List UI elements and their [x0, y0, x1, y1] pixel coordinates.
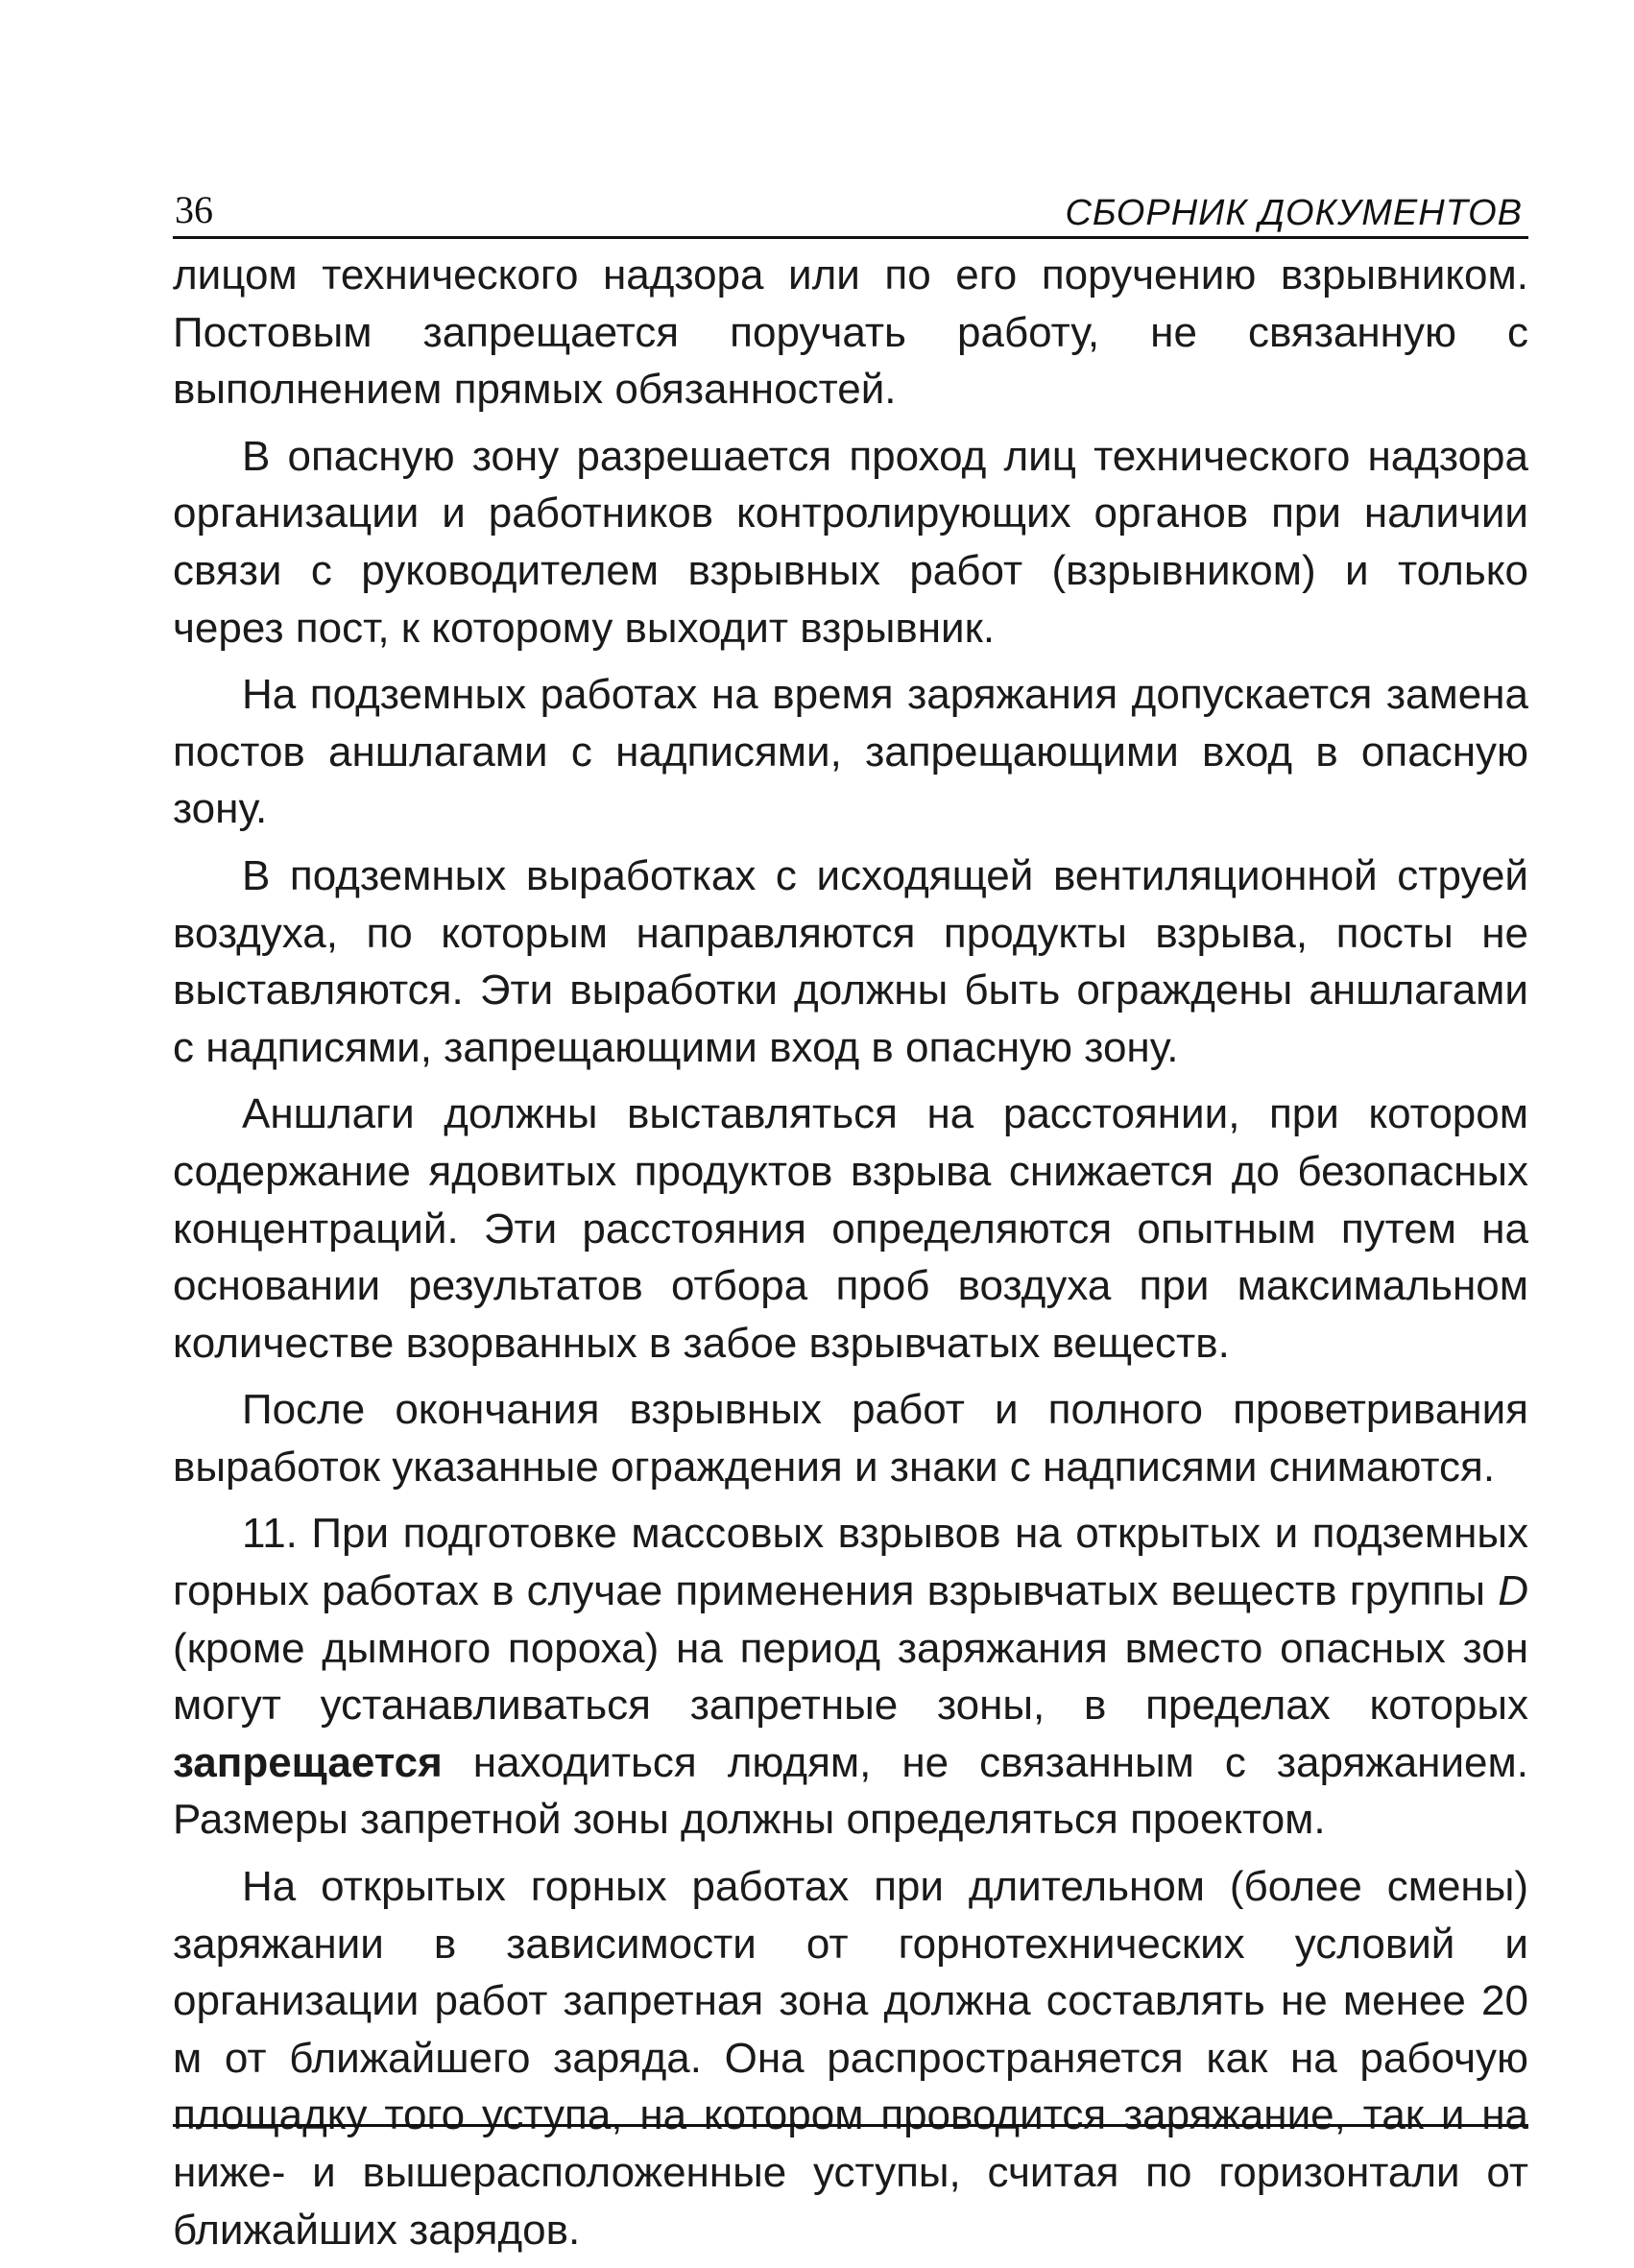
paragraph: лицом технического надзора или по его поручению взрывником. Постовым запрещается поручать работу, не связанную с выполнением прямых обязанностей.	[173, 251, 1528, 414]
paragraph: В опасную зону разрешается проход лиц технического надзора организации и работников контролирующих органов при наличии связи с руководителем взрывных работ (взрывником) и только через пост, к которому выходит взрывник.	[173, 432, 1528, 652]
paragraph: Аншлаги должны выставляться на расстоянии, при котором содержание ядовитых продуктов взрыва снижается до безопасных концентраций. Эти расстояния определяются опытным путем на основании результатов отбора проб воздуха при максимальном количестве взорванных в забое взрывчатых веществ.	[173, 1090, 1528, 1367]
paragraph: На подземных работах на время заряжания допускается замена постов аншлагами с надписями, запрещающими вход в опасную зону.	[173, 671, 1528, 833]
document-page	[173, 180, 1528, 2258]
paragraph-text: находиться людям, не связанным с заряжанием. Размеры запретной зоны должны определяться проектом.	[173, 1738, 1528, 1844]
bottom-rule	[173, 2124, 1528, 2127]
paragraph: После окончания взрывных работ и полного проветривания выработок указанные ограждения и знаки с надписями снимаются.	[173, 1386, 1528, 1491]
emphasis-word: запрещается	[173, 1738, 443, 1786]
paragraph: В подземных выработках с исходящей вентиляционной струей воздуха, по которым направляются продукты взрыва, посты не выставляются. Эти выработки должны быть ограждены аншлагами с надписями, запрещающими вход в опасную зону.	[173, 851, 1528, 1071]
running-title: СБОРНИК ДОКУМЕНТОВ	[1065, 193, 1523, 233]
page-header	[173, 180, 1528, 239]
page-number: 36	[175, 188, 213, 231]
paragraph-text: (кроме дымного пороха) на период заряжания вместо опасных зон могут устанавливаться запретные зоны, в пределах которых	[173, 1624, 1528, 1730]
paragraph: На открытых горных работах при длительном (более смены) заряжании в зависимости от горнотехнических условий и организации работ запретная зона должна составлять не менее 20 м от ближайшего заряда. Она распространяется как на рабочую площадку того уступа, на котором проводится заряжание, так и на ниже- и вышерасположенные уступы, считая по горизонтали от ближайших зарядов.	[173, 1863, 1528, 2254]
paragraph-item-11	[173, 1505, 1528, 1849]
body-text	[173, 247, 1528, 2258]
paragraph-text: 11. При подготовке массовых взрывов на открытых и подземных горных работах в случае применения взрывчатых веществ группы	[173, 1510, 1528, 1615]
explosives-group-letter: D	[1498, 1567, 1528, 1615]
